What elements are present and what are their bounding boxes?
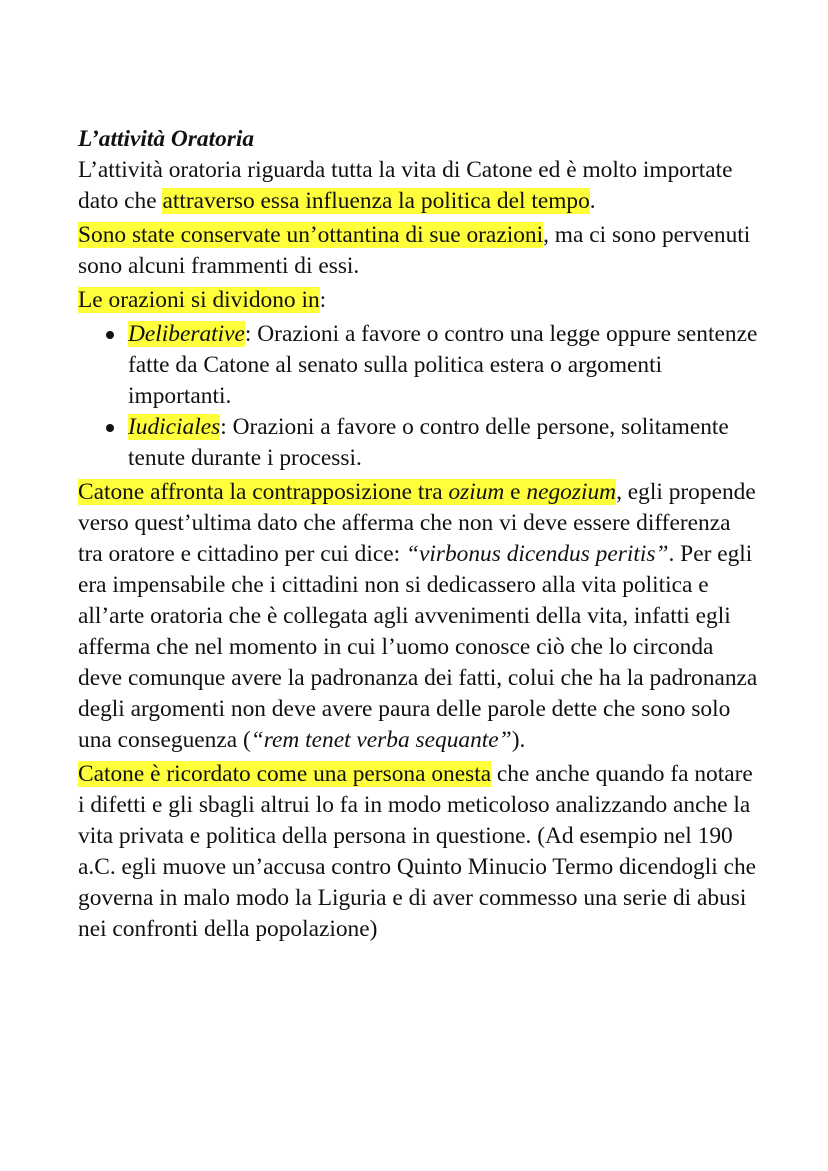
document-body xyxy=(78,124,758,945)
paragraph-intro-text: L’attività oratoria riguarda tutta la vita di Catone ed è molto importate dato che xyxy=(78,157,733,214)
paragraph-onesta xyxy=(78,759,758,945)
bullet-icon xyxy=(106,331,114,339)
paragraph-ozium-text-2: . Per egli era impensabile che i cittadini non si dedicassero alla vita politica e all’arte oratoria che è collegata agli avvenimenti della vita, infatti egli afferma che nel momento in cui l’uomo conosce ciò che lo circonda deve comunque avere la padronanza dei fatti, colui che ha la padronanza degli argomenti non deve avere paura delle parole dette che sono solo una conseguenza ( xyxy=(78,541,758,753)
paragraph-ozium-text: , egli propende verso quest’ultima dato che afferma che non vi deve essere differenza tra oratore e cittadino per cui dice: xyxy=(78,479,756,567)
highlight-contrapposizione: Catone affronta la contrapposizione tra xyxy=(78,479,449,505)
paragraph-conserved xyxy=(78,220,758,282)
bullet-icon xyxy=(106,424,114,432)
paragraph-intro xyxy=(78,155,758,217)
oration-types-list xyxy=(78,319,758,474)
paragraph-intro-end: . xyxy=(589,188,596,214)
highlight-division: Le orazioni si dividono in xyxy=(78,287,320,313)
paragraph-onesta-text: che anche quando fa notare i difetti e gli sbagli altrui lo fa in modo meticoloso analizzando anche la vita privata e politica della persona in questione. (Ad esempio nel 190 a.C. egli muove un’accusa contro Quinto Minucio Termo dicendogli che governa in malo modo la Liguria e di aver commesso una serie di abusi nei confronti della popolazione) xyxy=(78,761,757,942)
paragraph-conserved-text: , ma ci sono pervenuti sono alcuni frammenti di essi. xyxy=(78,222,751,279)
highlight-onesta: Catone è ricordato come una persona onesta xyxy=(78,761,492,787)
term-ozium: ozium xyxy=(448,479,505,505)
quote-virbonus: “virbonus dicendus peritis” xyxy=(405,541,669,567)
highlight-influence: attraverso essa influenza la politica del tempo xyxy=(162,188,590,214)
list-item-deliberative xyxy=(78,319,758,412)
term-deliberative: Deliberative xyxy=(128,321,245,347)
section-title: L’attività Oratoria xyxy=(78,126,255,152)
highlight-and: e xyxy=(504,479,527,505)
term-iudiciales: Iudiciales xyxy=(128,414,221,440)
term-negozium: negozium xyxy=(526,479,617,505)
paragraph-division xyxy=(78,285,758,316)
quote-rem-tenet: “rem tenet verba sequante” xyxy=(250,727,512,753)
paragraph-ozium-negozium xyxy=(78,477,758,756)
paragraph-ozium-end: ). xyxy=(511,727,526,753)
iudiciales-description: : Orazioni a favore o contro delle persone, solitamente tenute durante i processi. xyxy=(128,414,729,471)
highlight-conserved: Sono state conservate un’ottantina di sue orazioni xyxy=(78,222,544,248)
list-item-iudiciales xyxy=(78,412,758,474)
paragraph-division-colon: : xyxy=(319,287,327,313)
deliberative-description: : Orazioni a favore o contro una legge oppure sentenze fatte da Catone al senato sulla politica estera o argomenti importanti. xyxy=(128,321,758,409)
